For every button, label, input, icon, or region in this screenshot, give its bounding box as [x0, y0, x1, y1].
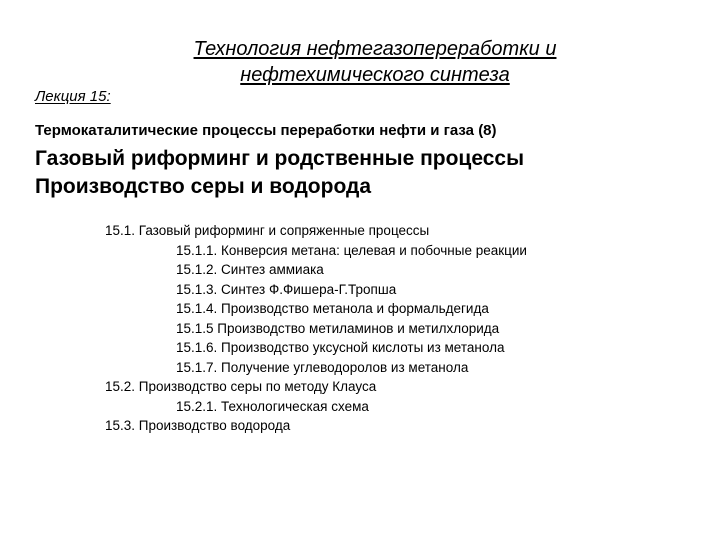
toc-subitem: 15.1.5 Производство метиламинов и метилхлорида [176, 320, 500, 336]
heading-line-1: Газовый риформинг и родственные процессы [35, 147, 525, 170]
toc-subitem: 15.1.3. Синтез Ф.Фишера-Г.Тропша [176, 281, 397, 297]
toc-subitem: 15.1.1. Конверсия метана: целевая и побочные реакции [176, 242, 527, 258]
toc-subitem: 15.1.4. Производство метанола и формальдегида [176, 301, 489, 316]
toc-subitem: 15.1.7. Получение углеводоролов из метанола [176, 359, 469, 375]
heading-line-2: Производство серы и водорода [35, 175, 372, 198]
section-subtitle: Термокаталитические процессы переработки нефти и газа (8) [35, 122, 497, 139]
toc-item: 15.2. Производство серы по методу Клауса [105, 379, 377, 394]
toc-subitem: 15.2.1. Технологическая схема [176, 398, 369, 414]
lecture-label: Лекция 15: [35, 88, 111, 105]
table-of-contents [0, 221, 720, 436]
course-title-line-1: Технология нефтегазопереработки и [193, 38, 557, 60]
course-title [140, 36, 610, 88]
course-title-line-2: нефтехимического синтеза [240, 64, 510, 86]
toc-subitem: 15.1.6. Производство уксусной кислоты из метанола [176, 340, 505, 355]
toc-item: 15.1. Газовый риформинг и сопряженные процессы [105, 223, 430, 238]
toc-item: 15.3. Производство водорода [105, 418, 291, 433]
toc-subitem: 15.1.2. Синтез аммиака [176, 262, 324, 277]
